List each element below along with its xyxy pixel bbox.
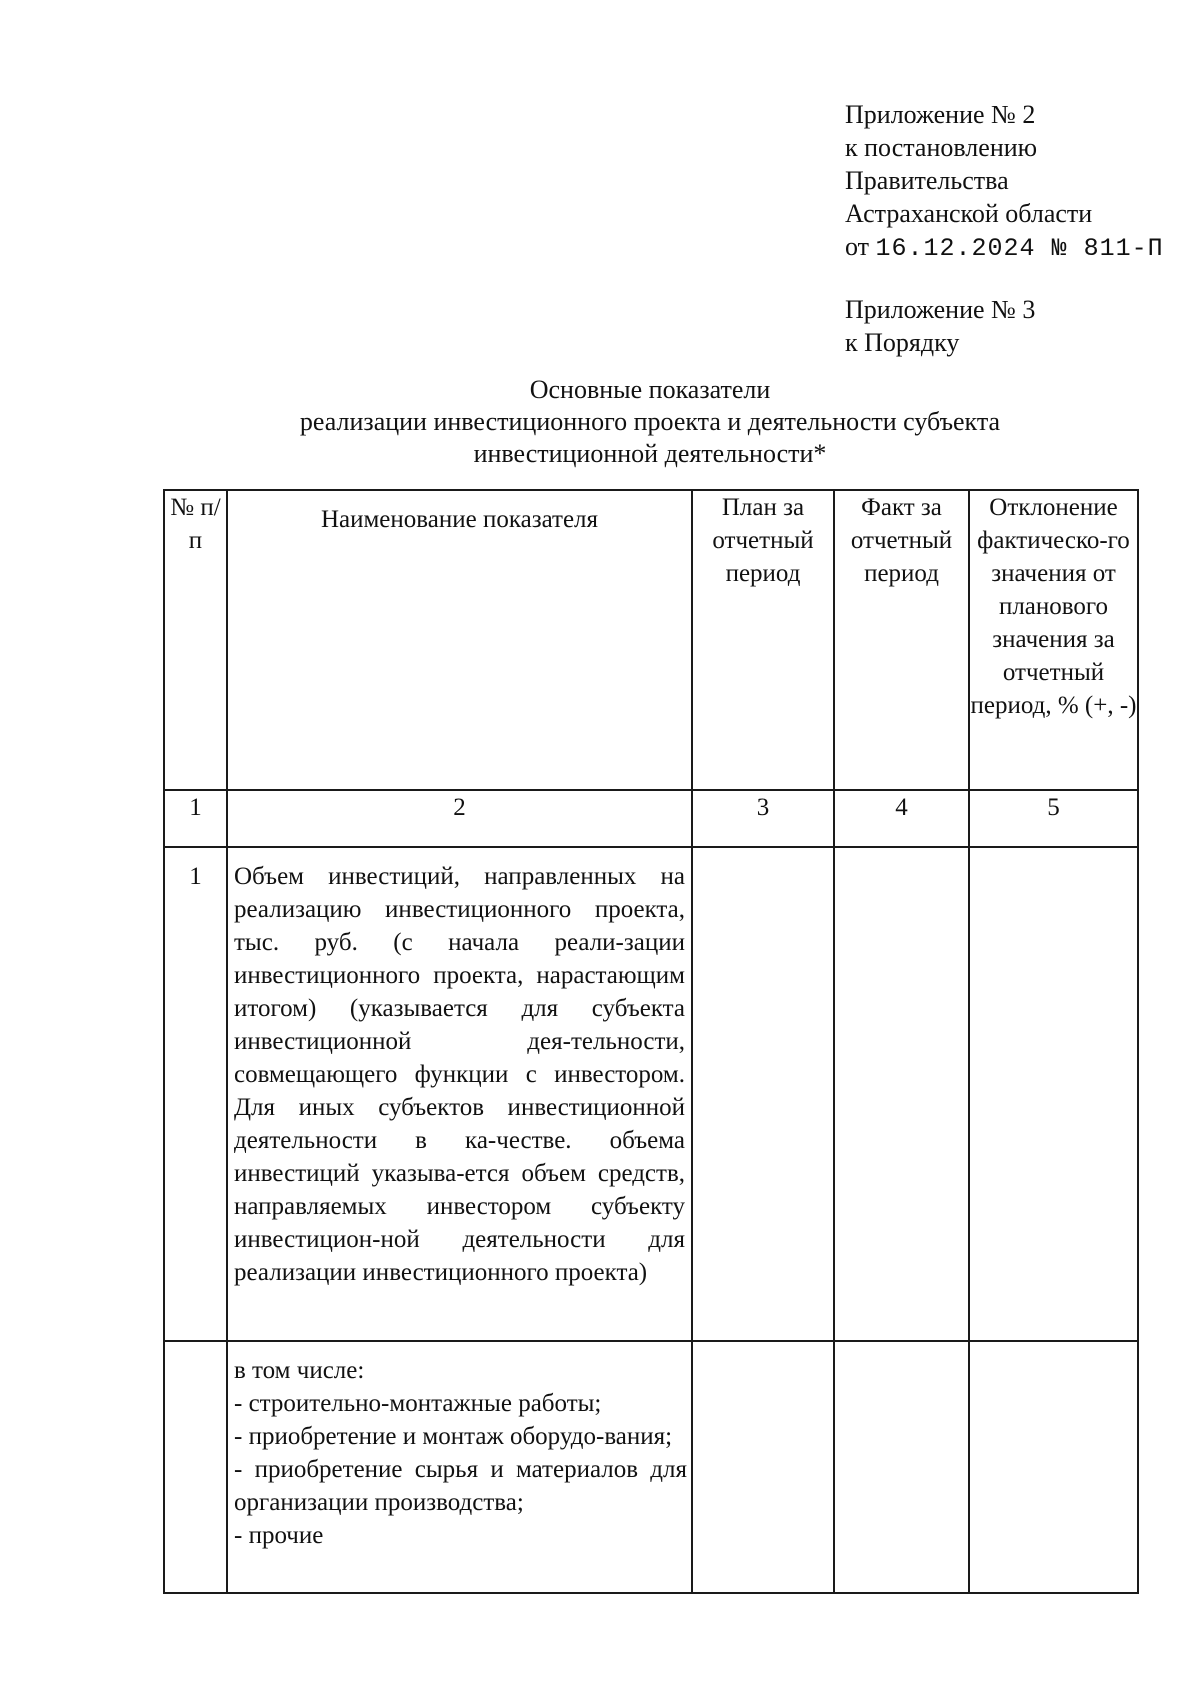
breakdown-line: - прочие <box>234 1522 324 1549</box>
breakdown-line: в том числе: <box>234 1357 365 1384</box>
header-cell-plan: План за отчетный период <box>692 490 834 790</box>
title-line: реализации инвестиционного проекта и деятельности субъекта <box>299 407 1001 436</box>
title-line: инвестиционной деятельности* <box>473 439 827 468</box>
column-number-cell: 4 <box>834 790 969 847</box>
breakdown-line: - приобретение и монтаж оборудо-вания; <box>234 1423 673 1450</box>
header-cell-number: № п/п <box>164 490 227 790</box>
table-row <box>164 847 1138 1341</box>
table-row <box>164 1341 1138 1593</box>
indicator-name-cell: Объем инвестиций, направленных на реализацию инвестиционного проекта, тыс. руб. (с начала реали-зации инвестиционного проекта, нарастающим итогом) (указывается для субъекта инвестиционной дея-тельности, совмещающего функции с инвестором. Для иных субъектов инвестиционной деятельности в ка-честве. объема инвестиций указыва-ется объем средств, направляемых инвестором субъекту инвестицион-ной деятельности для реализации инвестиционного проекта) <box>227 847 692 1341</box>
title-line: Основные показатели <box>529 375 771 404</box>
indicator-name-cell <box>227 1341 692 1593</box>
table-header-row <box>164 490 1138 790</box>
deviation-value-cell <box>969 847 1138 1341</box>
document-title <box>150 374 1150 470</box>
indicators-table <box>163 489 1139 1594</box>
appendix-2-line: к постановлению <box>845 133 1038 162</box>
appendix-3-line: Приложение № 3 <box>845 295 1036 324</box>
row-number-cell: 1 <box>164 847 227 1341</box>
resolution-date-line <box>845 230 1164 265</box>
column-number-cell: 5 <box>969 790 1138 847</box>
appendix-2-line: Правительства <box>845 166 1009 195</box>
row-number-cell <box>164 1341 227 1593</box>
appendix-3-heading <box>845 293 1035 359</box>
header-cell-deviation: Отклонение фактическо-го значения от планового значения за отчетный период, % (+, -) <box>969 490 1138 790</box>
appendix-3-line: к Порядку <box>845 328 960 357</box>
appendix-2-heading <box>845 98 1164 265</box>
column-number-cell: 1 <box>164 790 227 847</box>
fact-value-cell <box>834 1341 969 1593</box>
header-cell-fact: Факт за отчетный период <box>834 490 969 790</box>
breakdown-line: - строительно-монтажные работы; <box>234 1390 602 1417</box>
column-number-row <box>164 790 1138 847</box>
resolution-date-number: 16.12.2024 № 811-П <box>875 234 1164 263</box>
deviation-value-cell <box>969 1341 1138 1593</box>
breakdown-line: - приобретение сырья и материалов для организации производства; <box>234 1456 687 1516</box>
appendix-2-line: Приложение № 2 <box>845 100 1036 129</box>
appendix-2-line: Астраханской области <box>845 199 1093 228</box>
plan-value-cell <box>692 1341 834 1593</box>
column-number-cell: 2 <box>227 790 692 847</box>
fact-value-cell <box>834 847 969 1341</box>
plan-value-cell <box>692 847 834 1341</box>
date-prefix: от <box>845 232 876 261</box>
column-number-cell: 3 <box>692 790 834 847</box>
header-cell-indicator-name: Наименование показателя <box>227 490 692 790</box>
